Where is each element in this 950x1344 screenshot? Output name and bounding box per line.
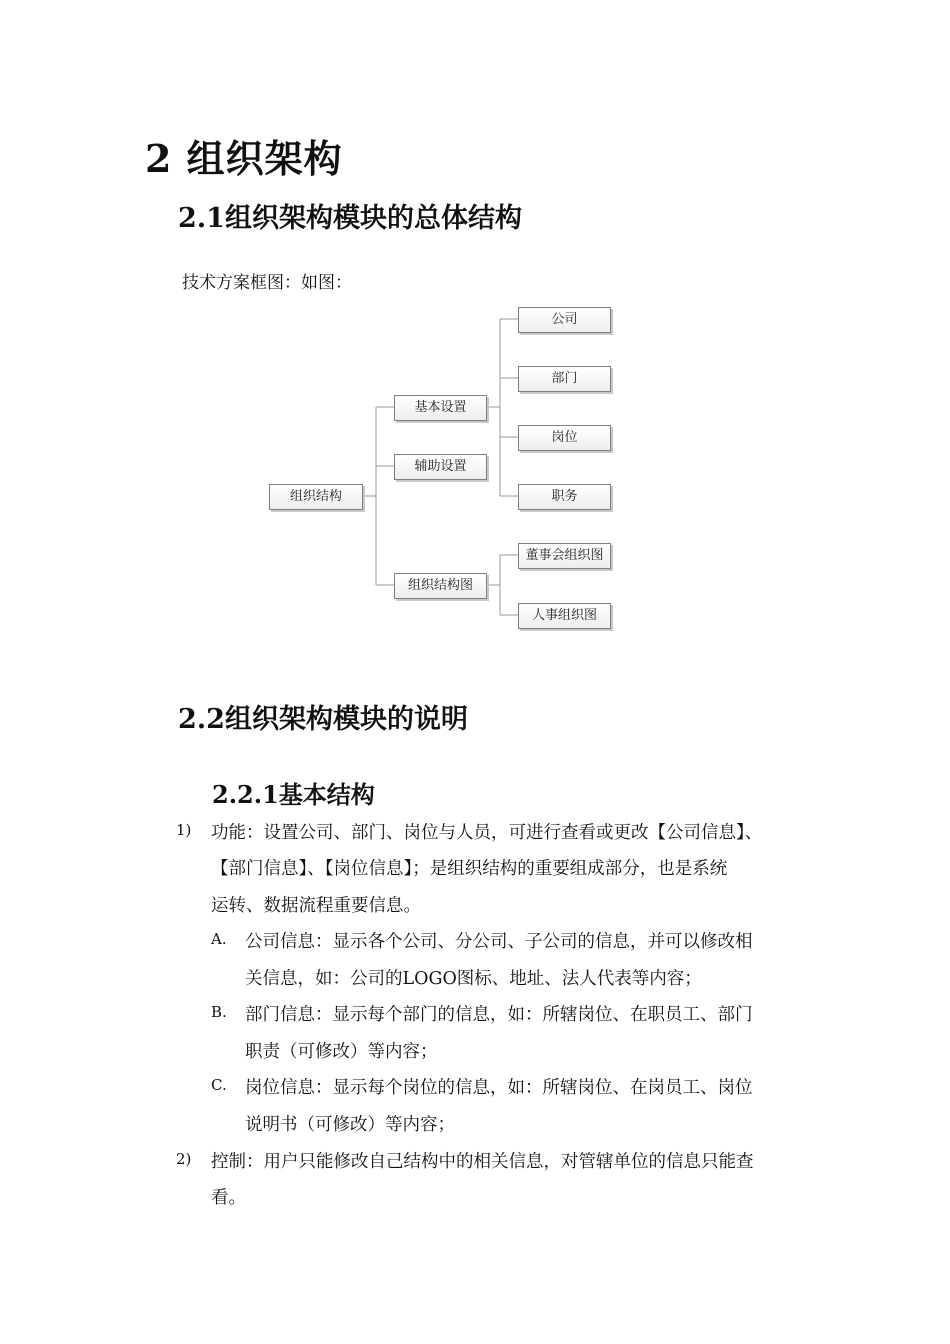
node-board-chart: 董事会组织图 <box>518 543 611 569</box>
intro-text: 技术方案框图：如图： <box>182 273 352 293</box>
node-basic-settings: 基本设置 <box>394 395 487 421</box>
item-line: 功能：设置公司、部门、岗位与人员，可进行查看或更改【公司信息】、 <box>211 823 763 843</box>
item-line: 【部门信息】、【岗位信息】；是组织结构的重要组成部分，也是系统 <box>211 859 728 879</box>
sub-item-letter: C. <box>211 1076 227 1094</box>
sub-item-letter: B. <box>211 1003 227 1021</box>
subsection-title-2-2: 2.2组织架构模块的说明 <box>178 704 468 735</box>
item-number: 1) <box>176 821 192 839</box>
node-aux-settings: 辅助设置 <box>394 454 487 480</box>
item-line: 运转、数据流程重要信息。 <box>211 896 421 916</box>
sub-item-line: 职责（可修改）等内容； <box>245 1042 438 1062</box>
subsubsection-title-2-2-1: 2.2.1基本结构 <box>212 780 375 809</box>
section-title: 2 组织架构 <box>145 136 343 181</box>
node-duty: 职务 <box>518 484 611 510</box>
item-number: 2) <box>176 1150 192 1168</box>
node-root: 组织结构 <box>269 484 363 510</box>
sub-item-line: 说明书（可修改）等内容； <box>245 1115 455 1135</box>
sub-item-letter: A. <box>211 930 227 948</box>
node-post: 岗位 <box>518 425 611 451</box>
sub-item-line: 公司信息：显示各个公司、分公司、子公司的信息，并可以修改相 <box>245 932 753 952</box>
node-department: 部门 <box>518 366 611 392</box>
sub-item-line: 部门信息：显示每个部门的信息，如：所辖岗位、在职员工、部门 <box>245 1005 753 1025</box>
node-org-chart: 组织结构图 <box>394 573 487 599</box>
sub-item-line: 关信息，如：公司的LOGO图标、地址、法人代表等内容； <box>245 969 702 989</box>
subsection-title-2-1: 2.1组织架构模块的总体结构 <box>178 203 522 234</box>
node-hr-chart: 人事组织图 <box>518 603 611 629</box>
item-line: 控制：用户只能修改自己结构中的相关信息，对管辖单位的信息只能查 <box>211 1152 754 1172</box>
item-line: 看。 <box>211 1188 246 1208</box>
sub-item-line: 岗位信息：显示每个岗位的信息，如：所辖岗位、在岗员工、岗位 <box>245 1078 753 1098</box>
node-company: 公司 <box>518 307 611 333</box>
org-structure-diagram <box>260 300 620 635</box>
